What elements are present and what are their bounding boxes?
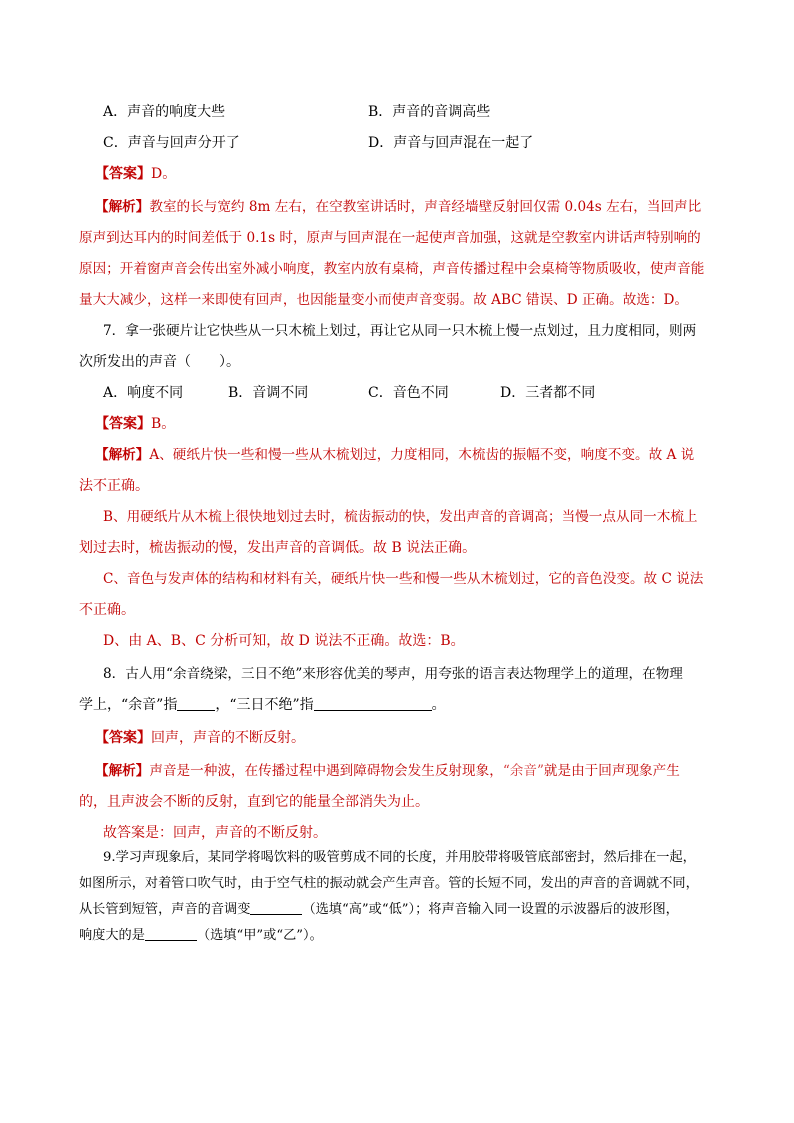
answer-text: 回声，声音的不断反射。 [151,730,305,746]
q8-stem-line-1: 8．古人用“余音绕梁，三日不绝”来形容优美的琴声，用夸张的语言表达物理学上的道理，在物理 [103,666,683,682]
q8-stem-text: 学上，“余音”指 [79,697,178,713]
answer-text: D。 [151,166,177,182]
q8-stem-text: ，“三日不绝”指 [215,697,314,713]
q8-analysis-line-1 [95,761,680,781]
q9-line-2: 如图所示，对着管口吹气时，由于空气柱的振动就会产生声音。管的长短不同，发出的声音的音调就不同， [79,876,699,891]
q7-stem-line-2: 次所发出的声音（ ）。 [79,354,240,370]
q7-analysis-line-7: D、由 A、B、C 分析可知，故 D 说法不正确。故选：B。 [103,633,465,649]
q6-option-c: C．声音与回声分开了 [103,135,240,151]
q6-option-b: B．声音的音调高些 [368,104,491,120]
q8-stem-text: 。 [431,697,446,713]
q9-text: （选填“甲”或“乙”）。 [196,928,323,943]
q7-answer [95,414,175,434]
analysis-text: 声音是一种波，在传播过程中遇到障碍物会发生反射现象， [149,763,503,779]
q8-final-answer: 故答案是：回声，声音的不断反射。 [103,825,327,841]
q9-text: （选填“高”或“低”）；将声音输入同一设置的示波器后的波形图， [302,902,679,917]
analysis-text: 教室的长与宽约 8m 左右，在空教室讲话时，声音经墙壁反射回仅需 0.04s 左右，当回声比 [149,199,702,215]
q8-blank-2 [314,696,432,711]
q7-analysis-line-5: C、音色与发声体的结构和材料有关，硬纸片快一些和慢一些从木梳划过，它的音色没变。故 C 说法 [103,571,704,587]
q6-option-a: A．声音的响度大些 [103,104,226,120]
q9-line-1: 9.学习声现象后，某同学将喝饮料的吸管剪成不同的长度，并用胶带将吸管底部密封，然后排在一起， [103,850,696,865]
q7-stem-line-1: 7．拿一张硬片让它快些从一只木梳上划过，再让它从同一只木梳上慢一点划过，且力度相同，则两 [103,323,697,339]
q7-analysis-line-2: 法不正确。 [79,478,149,494]
q9-line-4 [79,926,323,946]
q8-blank-1 [177,696,215,711]
analysis-quote: “余音” [502,763,544,779]
q9-blank-1 [250,900,302,915]
answer-label: 【答案】 [95,730,151,746]
q9-blank-2 [145,926,197,941]
q7-option-a: A．响度不同 [103,385,184,401]
q9-line-3 [79,900,679,920]
answer-text: B。 [151,416,176,432]
q6-analysis-line-3: 原因；开着窗声音会传出室外减小响度，教室内放有桌椅，声音传播过程中会桌椅等物质吸收，使声音能 [79,261,705,277]
answer-label: 【答案】 [95,416,151,432]
q8-answer [95,728,305,748]
q7-option-d: D．三者都不同 [500,385,596,401]
q6-analysis-line-1 [95,197,701,217]
q6-answer [95,164,176,184]
analysis-text: 就是由于回声现象产生 [543,763,680,779]
q6-analysis-line-4: 量大大减少，这样一来即使有回声，也因能量变小而使声音变弱。故 ABC 错误、D 正确。故选：D。 [79,292,688,308]
analysis-label: 【解析】 [95,199,150,215]
analysis-text: A、硬纸片快一些和慢一些从木梳划过，力度相同，木梳齿的振幅不变，响度不变。故 A 说 [149,447,695,463]
q7-option-b: B．音调不同 [228,385,309,401]
q7-analysis-line-6: 不正确。 [79,602,135,618]
q9-text: 响度大的是 [79,928,145,943]
q7-option-c: C．音色不同 [368,385,449,401]
analysis-label: 【解析】 [95,763,150,779]
q7-analysis-line-4: 划过去时，梳齿振动的慢，发出声音的音调低。故 B 说法正确。 [79,540,477,556]
q8-stem-line-2 [79,695,446,715]
answer-label: 【答案】 [95,166,151,182]
q7-analysis-line-1 [95,445,694,465]
analysis-label: 【解析】 [95,447,150,463]
q7-analysis-line-3: B、用硬纸片从木梳上很快地划过去时，梳齿振动的快，发出声音的音调高；当慢一点从同一木梳上 [103,509,698,525]
q8-analysis-line-2: 的，且声波会不断的反射，直到它的能量全部消失为止。 [79,794,429,810]
q9-text: 从长管到短管，声音的音调变 [79,902,251,917]
q6-option-d: D．声音与回声混在一起了 [368,135,534,151]
q6-analysis-line-2: 原声到达耳内的时间差低于 0.1s 时，原声与回声混在一起使声音加强，这就是空教室内讲话声特别响的 [79,230,701,246]
